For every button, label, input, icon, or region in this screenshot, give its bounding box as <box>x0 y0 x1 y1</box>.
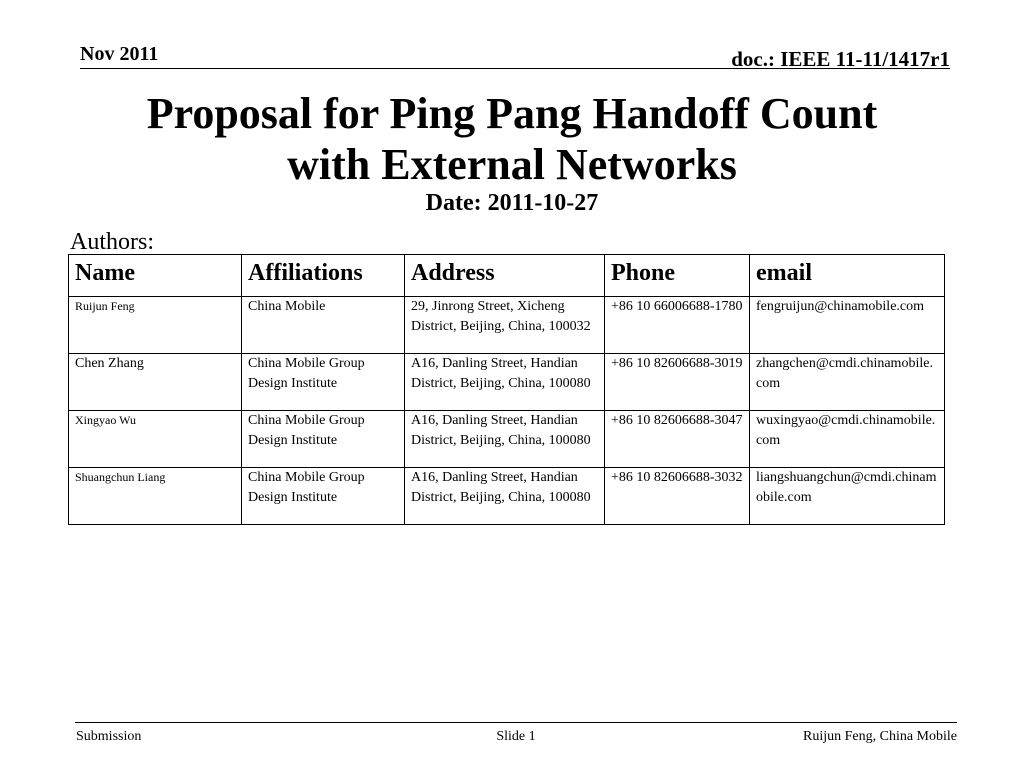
author-affiliation: China Mobile Group Design Institute <box>242 354 405 411</box>
author-phone: +86 10 82606688-3047 <box>605 411 750 468</box>
column-header-phone: Phone <box>605 255 750 297</box>
authors-table <box>68 254 945 525</box>
author-phone: +86 10 66006688-1780 <box>605 297 750 354</box>
date-line: Date: 2011-10-27 <box>425 190 599 216</box>
table-row <box>69 468 945 525</box>
author-name: Ruijun Feng <box>69 297 242 354</box>
header-divider <box>80 68 950 69</box>
slide-title <box>0 88 1024 190</box>
author-phone: +86 10 82606688-3019 <box>605 354 750 411</box>
column-header-email: email <box>750 255 945 297</box>
table-row <box>69 411 945 468</box>
column-header-address: Address <box>405 255 605 297</box>
authors-label: Authors: <box>70 229 154 255</box>
author-name: Xingyao Wu <box>69 411 242 468</box>
author-affiliation: China Mobile <box>242 297 405 354</box>
author-address: A16, Danling Street, Handian District, Beijing, China, 100080 <box>405 468 605 525</box>
footer-author: Ruijun Feng, China Mobile <box>803 729 957 744</box>
author-affiliation: China Mobile Group Design Institute <box>242 411 405 468</box>
footer-divider <box>75 722 957 723</box>
table-row <box>69 354 945 411</box>
slide-title-line-2: with External Networks <box>287 140 737 189</box>
author-email: zhangchen@cmdi.chinamobile.com <box>750 354 945 411</box>
footer-slide-number: Slide 1 <box>496 729 536 744</box>
author-email: wuxingyao@cmdi.chinamobile.com <box>750 411 945 468</box>
author-address: A16, Danling Street, Handian District, Beijing, China, 100080 <box>405 354 605 411</box>
author-address: 29, Jinrong Street, Xicheng District, Beijing, China, 100032 <box>405 297 605 354</box>
slide-title-line-1: Proposal for Ping Pang Handoff Count <box>146 89 878 138</box>
header-doc-id: doc.: IEEE 11-11/1417r1 <box>731 47 950 71</box>
author-affiliation: China Mobile Group Design Institute <box>242 468 405 525</box>
author-email: fengruijun@chinamobile.com <box>750 297 945 354</box>
column-header-affiliations: Affiliations <box>242 255 405 297</box>
header-date: Nov 2011 <box>80 43 159 65</box>
author-name: Shuangchun Liang <box>69 468 242 525</box>
table-header-row <box>69 255 945 297</box>
footer-submission: Submission <box>76 729 142 744</box>
author-name: Chen Zhang <box>69 354 242 411</box>
author-phone: +86 10 82606688-3032 <box>605 468 750 525</box>
table-row <box>69 297 945 354</box>
author-address: A16, Danling Street, Handian District, Beijing, China, 100080 <box>405 411 605 468</box>
column-header-name: Name <box>69 255 242 297</box>
author-email: liangshuangchun@cmdi.chinamobile.com <box>750 468 945 525</box>
